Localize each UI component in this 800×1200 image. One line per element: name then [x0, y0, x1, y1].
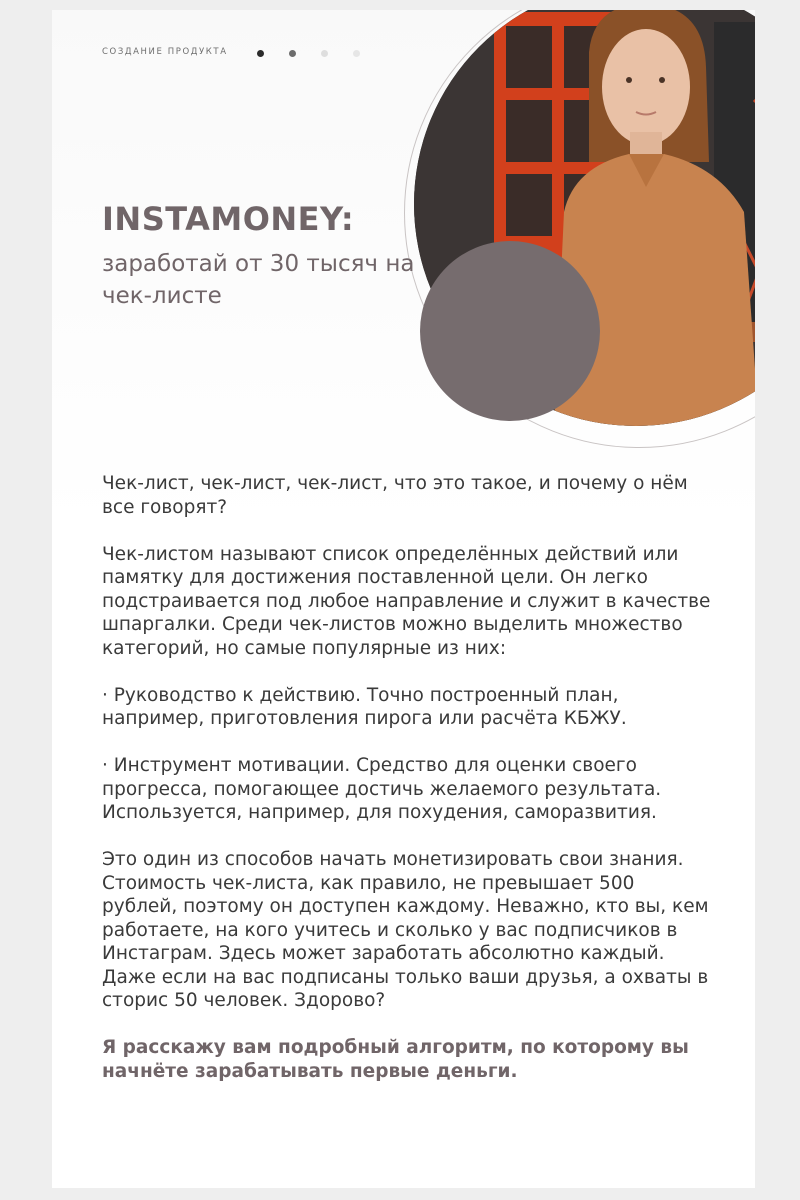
page-dot-1[interactable] — [257, 50, 264, 57]
article-body — [102, 472, 712, 1107]
hero-title: INSTAMONEY: — [102, 200, 355, 238]
paragraph-bullet-guide: · Руководство к действию. Точно построенный план, например, приготовления пирога или расчёта КБЖУ. — [102, 684, 627, 729]
paragraph-bullet-motivation: · Инструмент мотивации. Средство для оценки своего прогресса, помогающее достичь желаемого результата. Используется, например, для похудения, саморазвития. — [102, 755, 662, 823]
page-dot-3[interactable] — [321, 50, 328, 57]
paragraph-intro: Чек-лист, чек-лист, чек-лист, что это такое, и почему о нём все говорят? — [102, 473, 688, 518]
paragraph-definition: Чек-листом называют список определённых действий или памятку для достижения поставленной цели. Он легко подстраивается под любое направление и служит в качестве шпаргалки. Среди чек-листов можно выделить множество категорий, но самые популярные из них: — [102, 543, 711, 659]
article-page — [52, 10, 755, 1188]
series-label: СОЗДАНИЕ ПРОДУКТА — [102, 47, 228, 57]
pagination-dots — [257, 50, 360, 57]
paragraph-closing: Я расскажу вам подробный алгоритм, по которому вы начнёте зарабатывать первые деньги. — [102, 1037, 689, 1082]
accent-circle — [420, 241, 600, 421]
page-dot-2[interactable] — [289, 50, 296, 57]
paragraph-monetize: Это один из способов начать монетизировать свои знания. Стоимость чек-листа, как правило, не превышает 500 рублей, поэтому он доступен каждому. Неважно, кто вы, кем работаете, на кого учитесь и сколько у вас подписчиков в Инстаграм. Здесь может заработать абсолютно каждый. Даже если на вас подписаны только ваши друзья, а охваты в сторис 50 человек. Здорово? — [102, 849, 709, 1011]
page-dot-4[interactable] — [353, 50, 360, 57]
hero-subtitle: заработай от 30 тысяч на чек-листе — [102, 251, 415, 309]
